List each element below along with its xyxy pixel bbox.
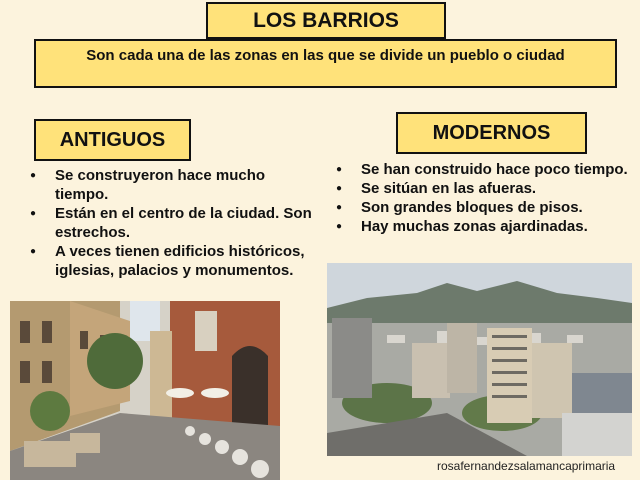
page-title: LOS BARRIOS [206, 2, 446, 39]
list-antiguos [28, 166, 313, 280]
list-item: ● Se construyeron hace mucho tiempo. [28, 166, 313, 204]
list-item: ● A veces tienen edificios históricos, iglesias, palacios y monumentos. [28, 242, 313, 280]
old-street-photo [10, 301, 280, 480]
heading-antiguos: ANTIGUOS [34, 119, 191, 161]
list-modernos [334, 160, 634, 236]
modern-city-photo [327, 263, 632, 456]
list-item: ● Están en el centro de la ciudad. Son estrechos. [28, 204, 313, 242]
list-item: ● Se sitúan en las afueras. [334, 179, 634, 198]
list-item: ● Son grandes bloques de pisos. [334, 198, 634, 217]
list-item: ● Se han construido hace poco tiempo. [334, 160, 634, 179]
list-item: ● Hay muchas zonas ajardinadas. [334, 217, 634, 236]
author-credit: rosafernandezsalamancaprimaria [437, 459, 616, 473]
definition-box: Son cada una de las zonas en las que se divide un pueblo o ciudad [34, 39, 617, 88]
heading-modernos: MODERNOS [396, 112, 587, 154]
